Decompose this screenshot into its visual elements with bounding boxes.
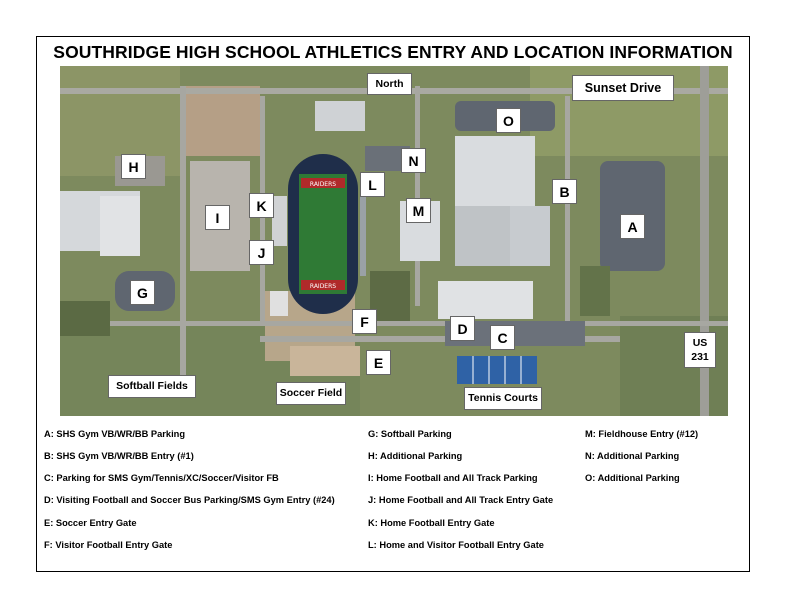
label-sunset-drive: Sunset Drive — [572, 75, 674, 101]
building-main-north — [455, 136, 535, 206]
legend-k: K: Home Football Entry Gate — [368, 518, 495, 528]
label-softball-fields: Softball Fields — [108, 375, 196, 398]
road-west-loop — [180, 86, 186, 376]
legend-d: D: Visiting Football and Soccer Bus Parking/SMS Gym Entry (#24) — [44, 495, 335, 505]
legend-h: H: Additional Parking — [368, 451, 463, 461]
building-sms-gym — [438, 281, 533, 319]
marker-h[interactable]: H — [121, 154, 146, 179]
marker-a[interactable]: A — [620, 214, 645, 239]
marker-g[interactable]: G — [130, 280, 155, 305]
marker-m[interactable]: M — [406, 198, 431, 223]
legend-o: O: Additional Parking — [585, 473, 680, 483]
marker-k[interactable]: K — [249, 193, 274, 218]
label-north: North — [367, 73, 412, 95]
marker-o[interactable]: O — [496, 108, 521, 133]
label-soccer-field: Soccer Field — [276, 382, 346, 405]
label-us231: US 231 — [684, 332, 716, 368]
building-main-center — [455, 206, 510, 266]
legend-m: M: Fieldhouse Entry (#12) — [585, 429, 699, 439]
trees-west — [60, 301, 110, 336]
legend-n: N: Additional Parking — [585, 451, 680, 461]
legend-e: E: Soccer Entry Gate — [44, 518, 137, 528]
legend-i: I: Home Football and All Track Parking — [368, 473, 538, 483]
building-main-east — [510, 206, 550, 266]
legend-a: A: SHS Gym VB/WR/BB Parking — [44, 429, 186, 439]
legend-l: L: Home and Visitor Football Entry Gate — [368, 540, 544, 550]
road-south-east-west — [60, 321, 728, 326]
building-concession — [270, 291, 288, 316]
legend-c: C: Parking for SMS Gym/Tennis/XC/Soccer/Visitor FB — [44, 473, 279, 483]
marker-b[interactable]: B — [552, 179, 577, 204]
road-north-south — [415, 86, 420, 306]
legend-f: F: Visitor Football Entry Gate — [44, 540, 173, 550]
dirt-pad-soccer — [290, 346, 360, 376]
visitor-bleachers — [360, 196, 366, 276]
marker-i[interactable]: I — [205, 205, 230, 230]
marker-e[interactable]: E — [366, 350, 391, 375]
page-title: SOUTHRIDGE HIGH SCHOOL ATHLETICS ENTRY AND LOCATION INFORMATION — [53, 42, 733, 62]
marker-f[interactable]: F — [352, 309, 377, 334]
building-home-stands — [272, 196, 287, 246]
marker-l[interactable]: L — [360, 172, 385, 197]
legend-b: B: SHS Gym VB/WR/BB Entry (#1) — [44, 451, 194, 461]
legend-j: J: Home Football and All Track Entry Gate — [368, 495, 554, 505]
label-tennis-courts: Tennis Courts — [464, 387, 542, 410]
map-artwork — [60, 66, 728, 416]
dirt-lot-north — [180, 86, 260, 156]
building-north-shop — [315, 101, 365, 131]
trees-east — [580, 266, 610, 316]
road-east-drive — [565, 96, 570, 326]
tennis-courts-surface — [457, 356, 537, 384]
marker-c[interactable]: C — [490, 325, 515, 350]
endzone-north-text: RAIDERS — [309, 181, 337, 188]
legend-g: G: Softball Parking — [368, 429, 452, 439]
marker-d[interactable]: D — [450, 316, 475, 341]
aerial-map[interactable] — [60, 66, 728, 416]
building-west-wing — [100, 196, 140, 256]
marker-j[interactable]: J — [249, 240, 274, 265]
marker-n[interactable]: N — [401, 148, 426, 173]
football-field — [299, 174, 347, 294]
endzone-south-text: RAIDERS — [309, 283, 337, 290]
